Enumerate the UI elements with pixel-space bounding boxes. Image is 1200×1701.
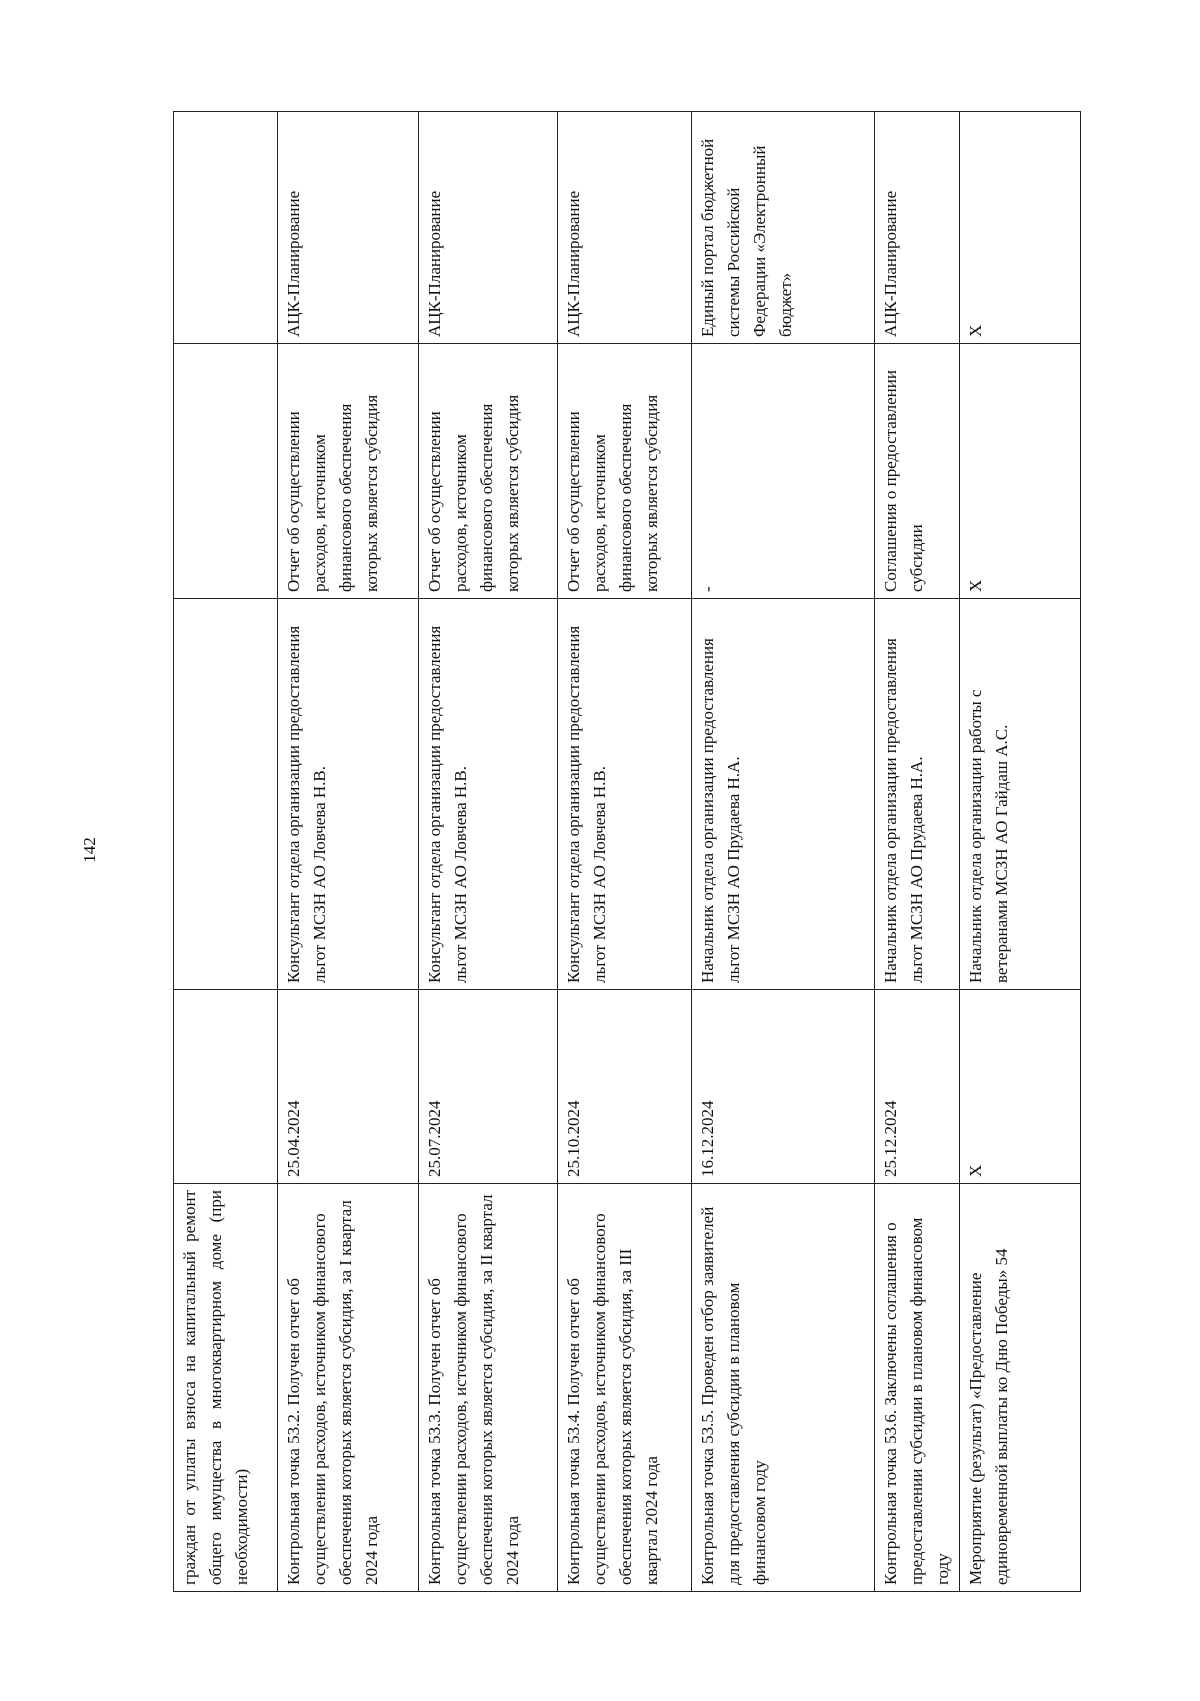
- table-row: [960, 112, 1081, 1592]
- event-text: Контрольная точка 53.2. Получен отчет об осуществлении расходов, источником финансового обеспечения которых является субсидия, за I квартал 2024 года: [284, 1200, 381, 1585]
- system-cell: [875, 112, 960, 344]
- responsible-cell: [278, 599, 419, 990]
- date-text: 25.04.2024: [284, 1100, 303, 1177]
- date-cell: [960, 990, 1081, 1184]
- date-text: 16.12.2024: [698, 1100, 717, 1177]
- table-row: [278, 112, 419, 1592]
- responsible-cell: [419, 599, 558, 990]
- date-text: 25.07.2024: [425, 1100, 444, 1177]
- system-text: АЦК-Планирование: [425, 190, 444, 337]
- event-cell: [174, 1184, 278, 1592]
- page-number: 142: [80, 837, 99, 863]
- document-cell: [419, 344, 558, 599]
- event-text: Контрольная точка 53.6. Заключены соглашения о предоставлении субсидии в плановом финансовом году: [881, 1217, 952, 1585]
- event-cell: [558, 1184, 692, 1592]
- document-text: Отчет об осуществлении расходов, источником финансового обеспечения которых является субсидия: [425, 394, 522, 592]
- responsible-cell: [875, 599, 960, 990]
- system-cell: [692, 112, 875, 344]
- document-cell: [278, 344, 419, 599]
- table-row: [875, 112, 960, 1592]
- table-row: [419, 112, 558, 1592]
- date-cell: [419, 990, 558, 1184]
- event-text: Контрольная точка 53.5. Проведен отбор заявителей для предоставления субсидии в плановом финансовом году: [698, 1206, 769, 1585]
- system-cell: [278, 112, 419, 344]
- system-cell: [174, 112, 278, 344]
- document-text: -: [698, 586, 717, 592]
- responsible-cell: [960, 599, 1081, 990]
- event-cell: [875, 1184, 960, 1592]
- responsible-text: Консультант отдела организации предоставления льгот МСЗН АО Ловчева Н.В.: [425, 625, 470, 983]
- event-cell: [278, 1184, 419, 1592]
- event-text: Контрольная точка 53.4. Получен отчет об осуществлении расходов, источником финансового обеспечения которых является субсидия, за III квартал 2024 года: [564, 1213, 661, 1585]
- table-row: [174, 112, 278, 1592]
- document-cell: [960, 344, 1081, 599]
- responsible-text: Начальник отдела организации работы с ветеранами МСЗН АО Гайдаш А.С.: [966, 689, 1011, 983]
- event-cell: [692, 1184, 875, 1592]
- rotated-table-frame: [173, 112, 1080, 1592]
- date-text: 25.10.2024: [564, 1100, 583, 1177]
- table-row: [558, 112, 692, 1592]
- responsible-text: Консультант отдела организации предоставления льгот МСЗН АО Ловчева Н.В.: [564, 625, 609, 983]
- table-row: [692, 112, 875, 1592]
- document-text: Отчет об осуществлении расходов, источником финансового обеспечения которых является субсидия: [564, 394, 661, 592]
- system-text: Х: [966, 324, 985, 337]
- document-cell: [875, 344, 960, 599]
- date-cell: [558, 990, 692, 1184]
- responsible-text: Начальник отдела организации предоставления льгот МСЗН АО Прудаева Н.А.: [698, 638, 743, 983]
- date-cell: [692, 990, 875, 1184]
- date-text: Х: [966, 1164, 985, 1177]
- document-text: Соглашения о предоставлении субсидии: [881, 370, 926, 592]
- document-cell: [174, 344, 278, 599]
- document-cell: [692, 344, 875, 599]
- event-cell: [960, 1184, 1081, 1592]
- responsible-cell: [692, 599, 875, 990]
- event-text: Мероприятие (результат) «Предоставление единовременной выплаты ко Дню Победы» 54: [966, 1248, 1011, 1585]
- date-cell: [875, 990, 960, 1184]
- date-cell: [174, 990, 278, 1184]
- plan-table: [173, 111, 1081, 1592]
- responsible-text: Начальник отдела организации предоставления льгот МСЗН АО Прудаева Н.А.: [881, 638, 926, 983]
- system-text: АЦК-Планирование: [564, 190, 583, 337]
- system-text: АЦК-Планирование: [881, 190, 900, 337]
- responsible-cell: [174, 599, 278, 990]
- event-text: Контрольная точка 53.3. Получен отчет об осуществлении расходов, источником финансового обеспечения которых является субсидия, за II квартал 2024 года: [425, 1194, 522, 1585]
- date-cell: [278, 990, 419, 1184]
- system-cell: [419, 112, 558, 344]
- document-text: Отчет об осуществлении расходов, источником финансового обеспечения которых является субсидия: [284, 394, 381, 592]
- table-container: [173, 112, 1080, 1592]
- document-cell: [558, 344, 692, 599]
- responsible-text: Консультант отдела организации предоставления льгот МСЗН АО Ловчева Н.В.: [284, 625, 329, 983]
- system-text: Единый портал бюджетной системы Российской Федерации «Электронный бюджет»: [698, 138, 795, 337]
- responsible-cell: [558, 599, 692, 990]
- event-text: граждан от уплаты взноса на капитальный ремонт общего имущества в многоквартирном доме (при необходимости): [180, 1190, 251, 1585]
- system-cell: [558, 112, 692, 344]
- system-cell: [960, 112, 1081, 344]
- system-text: АЦК-Планирование: [284, 190, 303, 337]
- document-text: Х: [966, 579, 985, 592]
- event-cell: [419, 1184, 558, 1592]
- date-text: 25.12.2024: [881, 1100, 900, 1177]
